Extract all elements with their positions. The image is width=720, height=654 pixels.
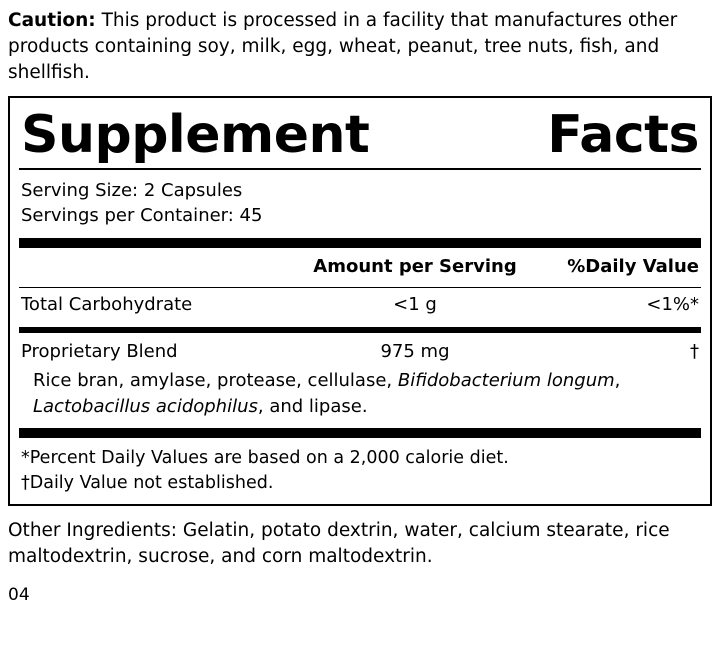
blend-line-2-post: , and lipase.: [257, 396, 368, 417]
supplement-facts-title: [19, 102, 701, 166]
caution-label: Caution:: [8, 10, 96, 31]
blend-line-1-italic: Bifidobacterium longum: [397, 370, 615, 391]
servings-per-container: Servings per Container: 45: [21, 204, 263, 226]
caution-text: This product is processed in a facility that manufactures other products containing soy, milk, egg, wheat, peanut, tree nuts, fish, and shellfish.: [8, 10, 678, 83]
footnote-top-rule: [19, 428, 701, 438]
other-ingredients: Other Ingredients: Gelatin, potato dextrin, water, calcium stearate, rice maltodextrin, sucrose, and corn maltodextrin.: [8, 520, 670, 567]
header-amount-per-serving: Amount per Serving: [313, 255, 517, 277]
header-daily-value: %Daily Value: [567, 255, 699, 277]
nutrition-table-header: [19, 252, 701, 285]
proprietary-blend-ingredients: [19, 368, 701, 422]
header-top-rule: [19, 238, 701, 248]
row-divider-rule: [19, 327, 701, 333]
serving-information: [19, 172, 701, 232]
blend-line-1-post: ,: [614, 370, 621, 391]
revision-code: 04: [8, 585, 30, 605]
row-daily-value: <1%*: [646, 294, 699, 315]
footnote-dv-not-established: †Daily Value not established.: [21, 473, 274, 493]
supplement-facts-panel: [8, 96, 712, 506]
title-word-supplement: Supplement: [21, 105, 370, 165]
serving-size: Serving Size: 2 Capsules: [21, 179, 243, 201]
row-amount: 975 mg: [380, 341, 450, 362]
footnote-daily-value-basis: *Percent Daily Values are based on a 2,000 calorie diet.: [21, 448, 509, 468]
caution-statement: [6, 0, 714, 90]
row-name: Total Carbohydrate: [21, 294, 193, 315]
header-bottom-rule: [19, 287, 701, 289]
blend-line-1-pre: Rice bran, amylase, protease, cellulase,: [33, 370, 398, 391]
row-name: Proprietary Blend: [21, 341, 178, 362]
table-row: [19, 290, 701, 321]
title-divider: [19, 168, 701, 170]
row-daily-value: †: [690, 341, 699, 362]
blend-line-2-italic: Lactobacillus acidophilus: [33, 396, 258, 417]
row-amount: <1 g: [393, 294, 437, 315]
table-row: [19, 337, 701, 368]
footnotes: [19, 442, 701, 496]
title-word-facts: Facts: [547, 105, 699, 165]
